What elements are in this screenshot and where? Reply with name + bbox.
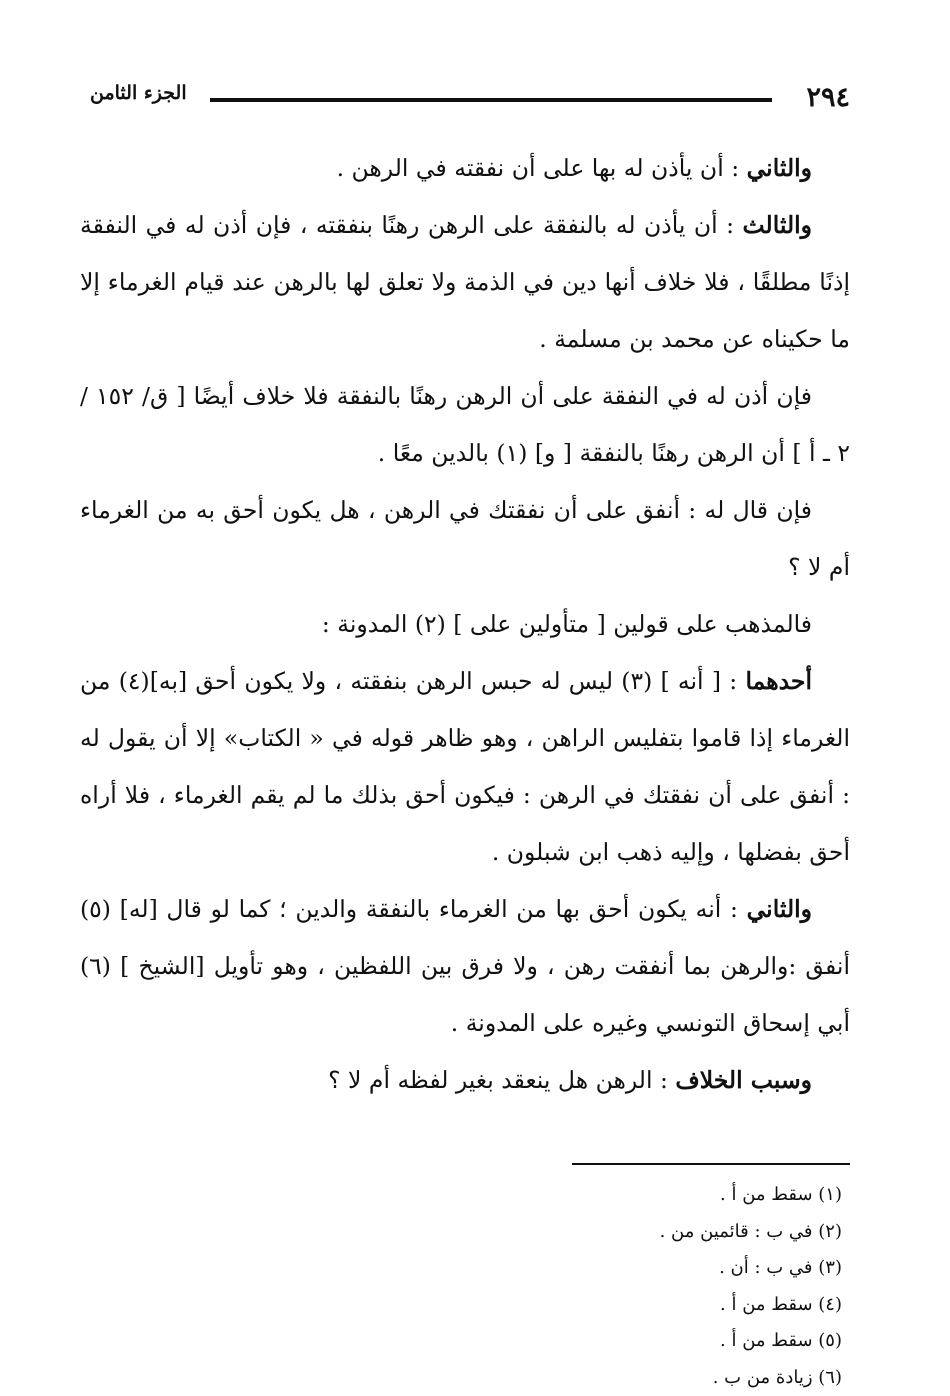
page-header <box>80 70 850 118</box>
footnote: (٢) في ب : قائمين من . <box>80 1214 842 1251</box>
header-rule <box>210 98 772 102</box>
paragraph-lead: والثاني <box>747 895 812 923</box>
paragraph-second-view <box>80 140 850 197</box>
paragraph-text: : أنه يكون أحق بها من الغرماء بالنفقة والدين ؛ كما لو قال [له] (٥) أنفق :والرهن بما أنفقت رهن ، ولا فرق بين اللفظين ، وهو تأويل [الشيخ ] (٦) أبي إسحاق التونسي وغيره على المدونة . <box>80 895 850 1037</box>
paragraph-third-view <box>80 197 850 368</box>
paragraph-text: فإن قال له : أنفق على أن نفقتك في الرهن ، هل يكون أحق به من الغرماء أم لا ؟ <box>80 496 850 581</box>
footnote-rule <box>572 1163 850 1165</box>
paragraph-text: : أن يأذن له بها على أن نفقته في الرهن . <box>337 154 747 182</box>
page-number: ٢٩٤ <box>806 84 850 111</box>
paragraph-school-opinions <box>80 596 850 653</box>
paragraph-lead: والثاني <box>747 154 812 182</box>
footnotes <box>80 1177 850 1396</box>
footnote: (٣) في ب : أن . <box>80 1250 842 1287</box>
paragraph-second-opinion <box>80 881 850 1052</box>
paragraph-lead: أحدهما <box>745 667 812 695</box>
paragraph-first-opinion <box>80 653 850 881</box>
paragraph-text: : [ أنه ] (٣) ليس له حبس الرهن بنفقته ، ولا يكون أحق [به](٤) من الغرماء إذا قاموا بتفليس الراهن ، وهو ظاهر قوله في « الكتاب» إلا أن يقول له : أنفق على أن نفقتك في الرهن : فيكون أحق بذلك ما لم يقم الغرماء ، فلا أراه أحق بفضلها ، وإليه ذهب ابن شبلون . <box>80 667 850 866</box>
paragraph-lead: والثالث <box>742 211 812 239</box>
paragraph-text: فالمذهب على قولين [ متأولين على ] (٢) المدونة : <box>322 610 812 638</box>
main-text <box>80 140 850 1109</box>
book-page <box>80 70 850 1396</box>
paragraph-lead: وسبب الخلاف <box>675 1066 812 1094</box>
footnote: (٦) زيادة من ب . <box>80 1360 842 1396</box>
footnote: (٥) سقط من أ . <box>80 1323 842 1360</box>
paragraph-question <box>80 482 850 596</box>
paragraph-reason-of-disagreement <box>80 1052 850 1109</box>
running-title: الجزء الثامن <box>90 84 187 103</box>
paragraph-text: فإن أذن له في النفقة على أن الرهن رهنًا بالنفقة فلا خلاف أيضًا [ ق/ ١٥٢ / ٢ ـ أ ] أن الرهن رهنًا بالنفقة [ و] (١) بالدين معًا . <box>80 382 850 467</box>
footnote: (٤) سقط من أ . <box>80 1287 842 1324</box>
paragraph-permission-pledge <box>80 368 850 482</box>
paragraph-text: : أن يأذن له بالنفقة على الرهن رهنًا بنفقته ، فإن أذن له في النفقة إذنًا مطلقًا ، فلا خلاف أنها دين في الذمة ولا تعلق لها بالرهن عند قيام الغرماء إلا ما حكيناه عن محمد بن مسلمة . <box>80 211 850 353</box>
paragraph-text: : الرهن هل ينعقد بغير لفظه أم لا ؟ <box>328 1066 675 1094</box>
footnote: (١) سقط من أ . <box>80 1177 842 1214</box>
